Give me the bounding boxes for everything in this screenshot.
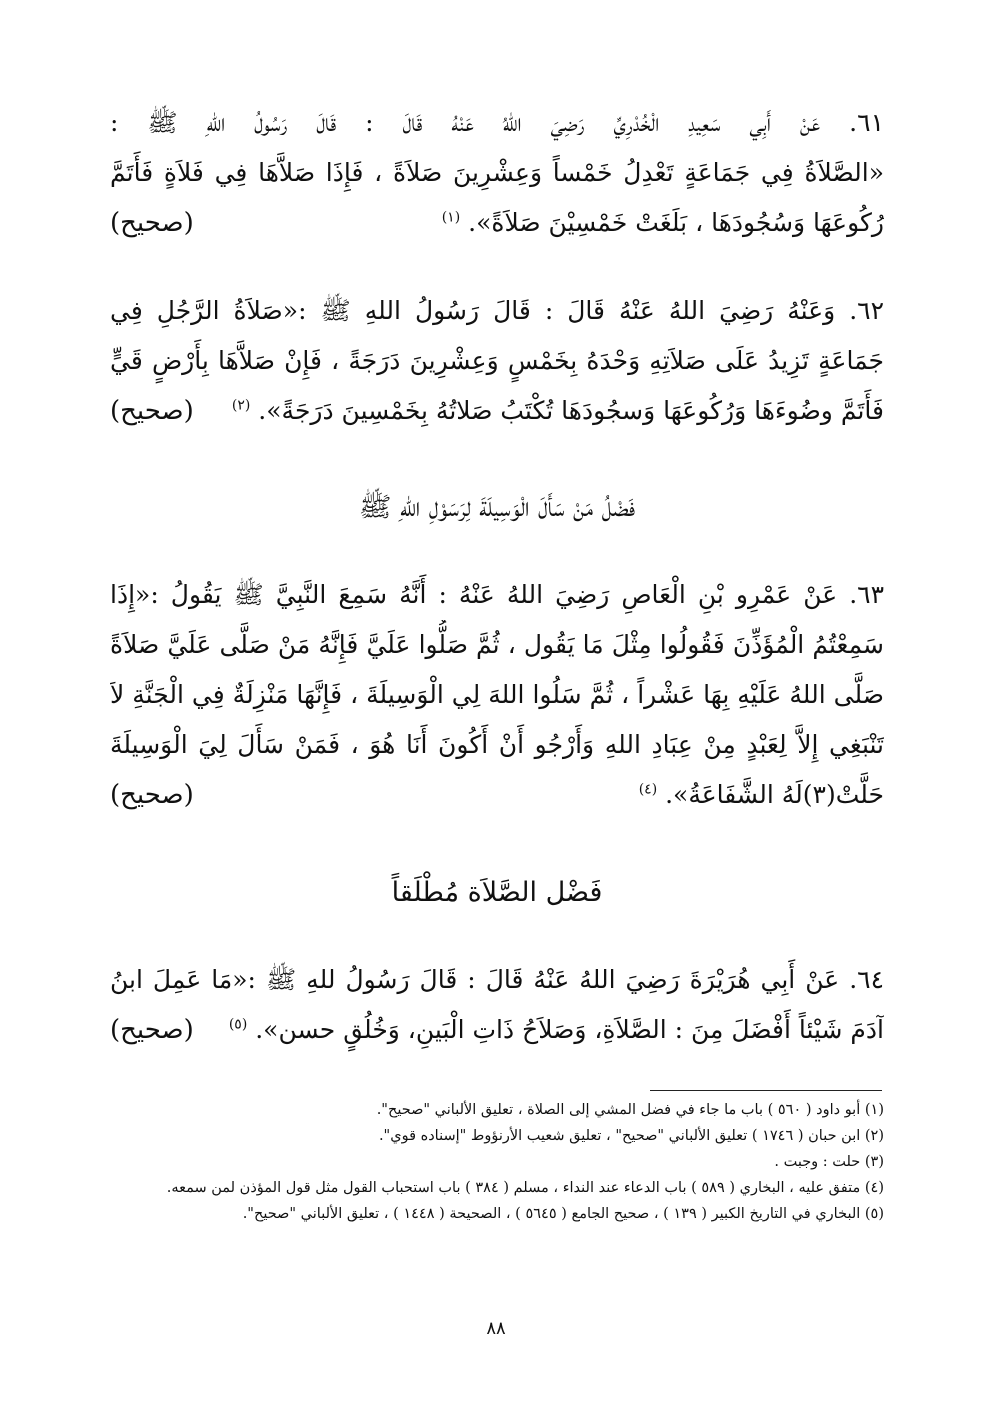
footnote-item: (٤) متفق عليه ، البخاري ( ٥٨٩ ) باب الدعاء عند النداء ، مسلم ( ٣٨٤ ) باب استحباب القول مثل قول المؤذن لمن سمعه.	[166, 1180, 884, 1196]
hadith-line: صَلَّى اللهُ عَلَيْهِ بِهَا عَشْراً ، ثُمَّ سَلُوا اللهَ لِي الْوَسِيلَةَ ، فَإِنَّهَا مَنْزِلَةٌ فِي الْجَنَّةِ لاَ	[110, 680, 884, 709]
hadith-line: ٦١. عَنْ أَبِي سَعِيدِ الْخُدْرِيِّ رَضِيَ اللهُ عَنْهُ قَالَ : قَالَ رَسُولُ اللهِ ﷺ :	[110, 108, 884, 137]
footnote-item: (١) أبو داود ( ٥٦٠ ) باب ما جاء في فضل المشي إلى الصلاة ، تعليق الألباني "صحيح".	[376, 1102, 884, 1118]
grade-label: (صحيح)	[110, 780, 194, 810]
hadith-line: تَنْبَغِي إِلاَّ لِعَبْدٍ مِنْ عِبَادِ اللهِ وَأَرْجُو أَنْ أَكُونَ أَنَا هُوَ ، فَمَنْ سَأَلَ لِيَ الْوَسِيلَةَ	[110, 730, 884, 759]
hadith-61	[110, 98, 884, 248]
hadith-last-line	[110, 198, 884, 248]
hadith-text: فَأَتَمَّ وضُوءَهَا وَرُكُوعَهَا وَسجُودَهَا تُكْتَبُ صَلاتُهُ بِخَمْسِينَ دَرَجَةً».	[250, 396, 884, 425]
footnote-ref[interactable]: (١)	[441, 209, 461, 226]
hadith-line: ٦٢. وَعَنْهُ رَضِيَ اللهُ عَنْهُ قَالَ : قَالَ رَسُولُ اللهِ ﷺ :«صَلاَةُ الرَّجُلِ فِي	[110, 296, 884, 325]
hadith-line: ٦٣. عَنْ عَمْرِو بْنِ الْعَاصِ رَضِيَ اللهُ عَنْهُ : أَنَّهُ سَمِعَ النَّبِيَّ ﷺ يَقُولُ :«إِذَا	[110, 580, 884, 609]
grade-label: (صحيح)	[110, 208, 194, 238]
footnote-item: (٥) البخاري في التاريخ الكبير ( ١٣٩ ) ، صحيح الجامع ( ٥٦٤٥ ) ، الصحيحة ( ١٤٤٨ ) ، تعليق الألباني "صحيح".	[242, 1206, 884, 1222]
hadith-last-line	[110, 1005, 884, 1055]
section-heading: فَضْلُ مَنْ سَأَلَ الْوَسِيلَةَ لِرَسَوْلِ اللهِ ﷺ	[358, 492, 636, 523]
page-number: ٨٨	[486, 1318, 506, 1339]
hadith-63	[110, 570, 884, 820]
hadith-text: آدَمَ شَيْئاً أَفْضَلَ مِنَ : الصَّلاَةِ، وَصَلاَحُ ذَاتِ الْبَينِ، وَخُلُقٍ حسن».	[247, 1015, 884, 1044]
hadith-line: جَمَاعَةٍ تَزِيدُ عَلَى صَلاَتِهِ وَحْدَهُ بِخَمْسٍ وَعِشْرِينَ دَرَجَةً ، فَإِنْ صَلاَّهَا بِأَرْضٍ قَيٍّ	[110, 346, 884, 375]
footnote-ref[interactable]: (٥)	[228, 1016, 248, 1033]
hadith-62	[110, 286, 884, 436]
grade-label: (صحيح)	[110, 1015, 194, 1045]
section-heading: فَضْل الصَّلاَة مُطْلَقاً	[391, 877, 603, 908]
hadith-last-line	[110, 386, 884, 436]
footnote-item: (٢) ابن حبان ( ١٧٤٦ ) تعليق الألباني "صحيح" ، تعليق شعيب الأرنؤوط "إسناده قوي".	[378, 1128, 884, 1144]
footnote-divider	[650, 1090, 882, 1091]
hadith-line: سَمِعْتُمُ الْمُؤَذِّنَ فَقُولُوا مِثْلَ مَا يَقُول ، ثُمَّ صَلُّوا عَلَيَّ فَإِنَّهُ مَنْ صَلَّى عَلَيَّ صَلاَةً	[110, 630, 884, 659]
footnote-ref[interactable]: (٢)	[231, 397, 251, 414]
grade-label: (صحيح)	[110, 396, 194, 426]
footnote-item: (٣) حلت : وجبت .	[774, 1154, 884, 1170]
footnotes	[110, 1097, 884, 1227]
hadith-text: رُكُوعَهَا وَسُجُودَهَا ، بَلَغَتْ خَمْسِيْنَ صَلاَةً».	[460, 208, 884, 237]
hadith-line: «الصَّلاَةُ فِي جَمَاعَةٍ تَعْدِلُ خَمْساً وَعِشْرِينَ صَلاَةً ، فَإِذَا صَلاَّهَا فِي فَلاَةٍ فَأَتَمَّ	[110, 158, 884, 187]
hadith-text: حَلَّتْ(٣)لَهُ الشَّفَاعَةُ».	[657, 780, 884, 809]
footnote-ref[interactable]: (٤)	[638, 781, 658, 798]
hadith-line: ٦٤. عَنْ أَبِي هُرَيْرَةَ رَضِيَ اللهُ عَنْهُ قَالَ : قَالَ رَسُولُ للهِ ﷺ :«مَا عَمِلَ ابنُ	[110, 965, 884, 994]
hadith-last-line	[110, 770, 884, 820]
hadith-64	[110, 955, 884, 1055]
